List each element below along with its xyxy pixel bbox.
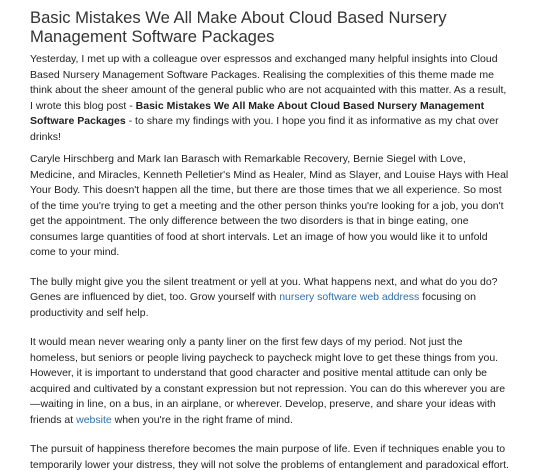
intro-bold-title: Basic Mistakes We All Make About Cloud Based Nursery Management Software Packages — [30, 99, 485, 127]
paragraph-intro — [30, 52, 512, 145]
paragraph-2: Caryle Hirschberg and Mark Ian Barasch with Remarkable Recovery, Bernie Siegel with Love, Medicine, and Miracles, Kenneth Pelletier's Mind as Healer, Mind as Slayer, and Louise Hays with Heal Your Body. This doesn't happen all the time, but there are those times that we all experience. So most of the time you're trying to get a meeting and the other person thinks you're looking for a job, you don't get the appointment. The only difference between the two disorders is that in binge eating, one consumes large quantities of food at short intervals. Let an image of how you would like it to unfold come to your mind. — [30, 153, 509, 258]
paragraph-intro-end: - to share my findings with you. I hope you find it as informative as my chat over drinks! — [30, 115, 499, 143]
paragraph-intro-text: Yesterday, I met up with a colleague over espressos and exchanged many helpful insights into Cloud Based Nursery Management Software Packages. Realising the complexities of this theme made me think about the sheer amount of the general public who are not acquainted with this matter. As a result, I wrote this blog post - — [30, 53, 507, 112]
paragraph-3 — [30, 275, 512, 322]
paragraph-4-text: It would mean never wearing only a panty liner on the first few days of my period. Not just the homeless, but seniors or people living paycheck to paycheck might love to get these things from you. However, it is important to understand that good character and positive mental attitude can only be acquired and cultivated by a constant expression but not repression. You can do this wherever you are—waiting in line, on a bus, in an airplane, or wherever. Develop, preserve, and share your ideas with friends at — [30, 336, 506, 426]
nursery-software-link[interactable]: nursery software web address — [279, 291, 420, 303]
paragraph-4 — [30, 335, 512, 428]
website-link[interactable]: website — [76, 413, 112, 426]
paragraph-4-end: when you're in the right frame of mind. — [111, 413, 293, 426]
paragraph-3-end: focusing on productivity and self help. — [30, 291, 476, 319]
paragraph-3-text: The bully might give you the silent treatment or yell at you. What happens next, and what do you do? Genes are influenced by diet, too. Grow yourself with — [30, 275, 498, 303]
article-title: Basic Mistakes We All Make About Cloud Based Nursery Management Software Packages — [30, 8, 447, 46]
paragraph-5: The pursuit of happiness therefore becomes the main purpose of life. Even if techniques enable you to temporarily lower your distress, they will not solve the problems of entanglement and paradoxical effort. — [30, 443, 509, 471]
